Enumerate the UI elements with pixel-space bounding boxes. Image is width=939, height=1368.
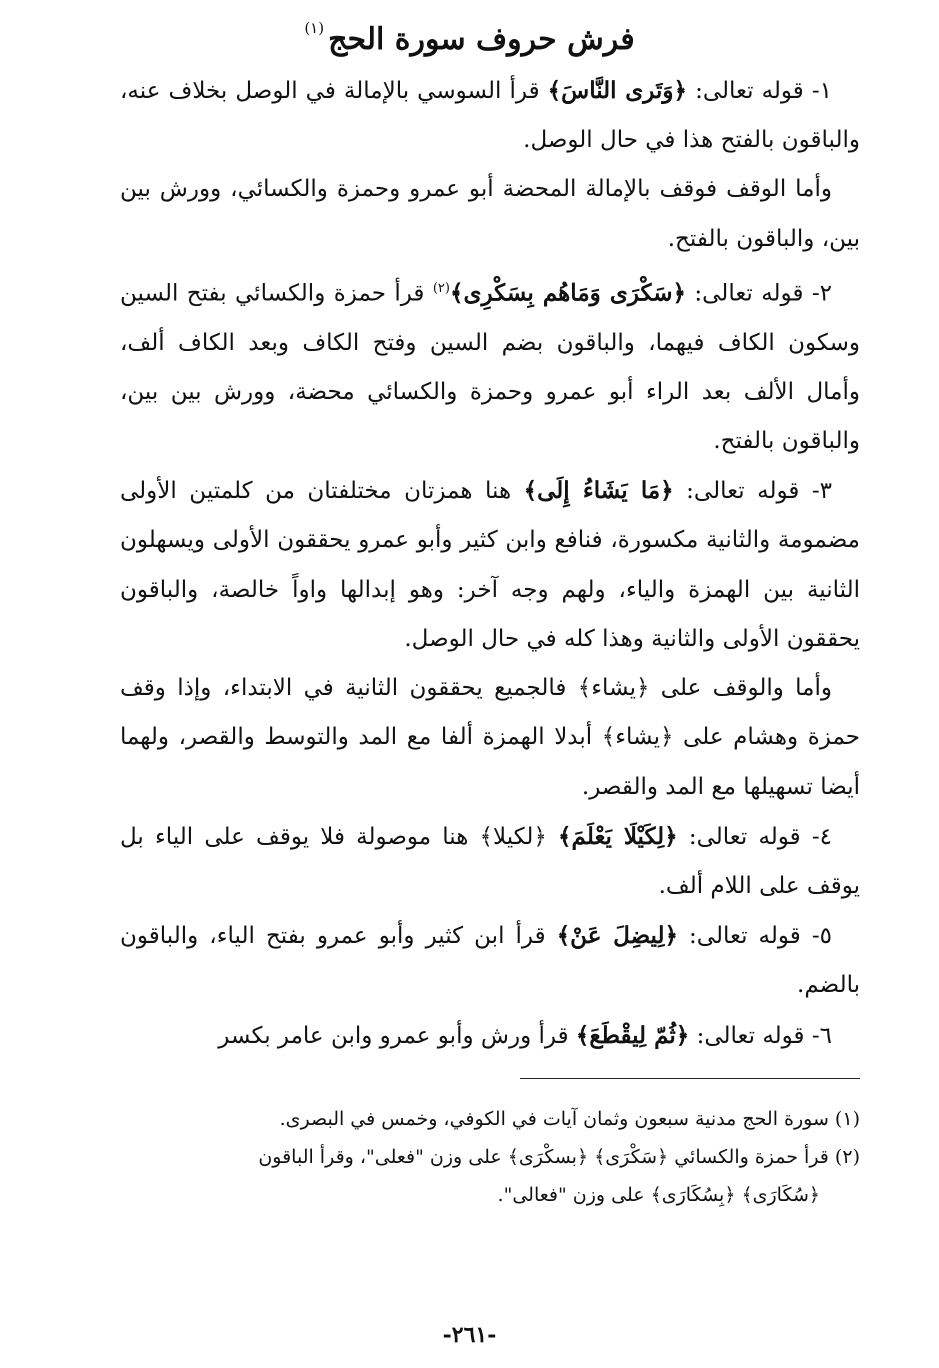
- footnote-marker: (٢): [432, 280, 450, 296]
- item-number: ٤-: [800, 823, 832, 850]
- paragraph-text: هنا همزتان مختلفتان من كلمتين الأولى مضمومة والثانية مكسورة، فنافع وابن كثير وأبو عمرو يحققون الأولى ويسهلون الثانية بين الهمزة والياء، ولهم وجه آخر: وهو إبدالها واواً خالصة، والباقون يحققون الأولى والثانية وهذا كله في حال الوصل.: [120, 478, 860, 652]
- footnote-1: (١) سورة الحج مدنية سبعون وثمان آيات في الكوفي، وخمس في البصرى.: [279, 1108, 860, 1130]
- quranic-quote: ﴿ثُمّ لِيقْطَعَ﴾: [575, 1021, 690, 1049]
- paragraph-6: [120, 812, 860, 911]
- body-text: [120, 66, 860, 1061]
- paragraph-lead: قوله تعالى:: [673, 478, 800, 505]
- footnote-2-continued: ﴿سُكَارَى﴾ ﴿بِسُكَارَى﴾ على وزن "فعالى".: [497, 1184, 820, 1206]
- chapter-title: [0, 6, 939, 62]
- paragraph-5: [120, 664, 860, 812]
- item-number: ٣-: [799, 478, 832, 505]
- paragraph-3: [120, 264, 860, 466]
- paragraph-lead: قوله تعالى:: [685, 280, 804, 307]
- paragraph-text: ﴿لكيلا﴾ هنا موصولة فلا يوقف على الياء بل يوقف على اللام ألف.: [120, 823, 860, 899]
- paragraph-8: [120, 1011, 860, 1061]
- quranic-quote: ﴿لِكَيْلَا يَعْلَمَ﴾: [558, 822, 678, 850]
- paragraph-text: قرأ ورش وأبو عمرو وابن عامر بكسر: [218, 1022, 576, 1049]
- footnotes: [180, 1100, 860, 1214]
- footnote-2: (٢) قرأ حمزة والكسائي ﴿سَكْرَى﴾ ﴿بسكْرَى﴾ على وزن "فعلى"، وقرأ الباقون: [258, 1146, 860, 1168]
- paragraph-4: [120, 466, 860, 664]
- footnote-divider: [520, 1078, 860, 1079]
- quranic-quote: ﴿مَا يَشَاءُ إِلَى﴾: [523, 477, 674, 505]
- paragraph-lead: قوله تعالى:: [687, 78, 804, 104]
- quranic-quote: ﴿وَتَرى النَّاسَ﴾: [547, 77, 687, 104]
- paragraph-lead: قوله تعالى:: [677, 923, 801, 950]
- title-text: فرش حروف سورة الحج: [328, 22, 635, 57]
- paragraph-7: [120, 911, 860, 1010]
- paragraph-2: [120, 165, 860, 263]
- item-number: ٢-: [803, 280, 832, 307]
- paragraph-text: قرأ حمزة والكسائي بفتح السين وسكون الكاف فيهما، والباقون بضم السين وفتح الكاف وبعد الكاف ألف، وأمال الألف بعد الراء أبو عمرو وحمزة والكسائي محضة، وورش بين بين، والباقون بالفتح.: [120, 280, 860, 455]
- paragraph-lead: قوله تعالى:: [689, 1022, 805, 1049]
- quranic-quote: ﴿لِيضِلَ عَنْ﴾: [556, 922, 678, 950]
- paragraph-1: [120, 66, 860, 165]
- paragraph-text: قرأ السوسي بالإمالة في الوصل بخلاف عنه، والباقون بالفتح هذا في حال الوصل.: [120, 78, 860, 154]
- item-number: ٦-: [804, 1022, 832, 1049]
- item-number: ١-: [803, 78, 832, 104]
- paragraph-text: فالجميع يحققون الثانية في الابتداء، وإذا وقف حمزة وهشام على ﴿يشاء﴾ أبدلا الهمزة ألفا مع المد والتوسط والقصر، ولهما أيضا تسهيلها مع المد والقصر.: [120, 675, 860, 800]
- quranic-quote: ﴿سَكْرَى وَمَاهُم بِسَكْرِى﴾: [449, 279, 686, 307]
- paragraph-lead: وأما والوقف على: [649, 675, 832, 702]
- page-number: -٢٦١-: [442, 1322, 497, 1348]
- paragraph-text: قرأ ابن كثير وأبو عمرو بفتح الياء، والباقون بالضم.: [120, 923, 860, 999]
- item-number: ٥-: [800, 923, 832, 950]
- title-footnote-marker: (١): [304, 19, 325, 37]
- paragraph-text: وأما الوقف فوقف بالإمالة المحضة أبو عمرو وحمزة والكسائي، وورش بين بين، والباقون بالفتح.: [120, 176, 860, 252]
- quranic-quote: ﴿يشاء﴾: [577, 675, 650, 702]
- paragraph-lead: قوله تعالى:: [677, 823, 801, 850]
